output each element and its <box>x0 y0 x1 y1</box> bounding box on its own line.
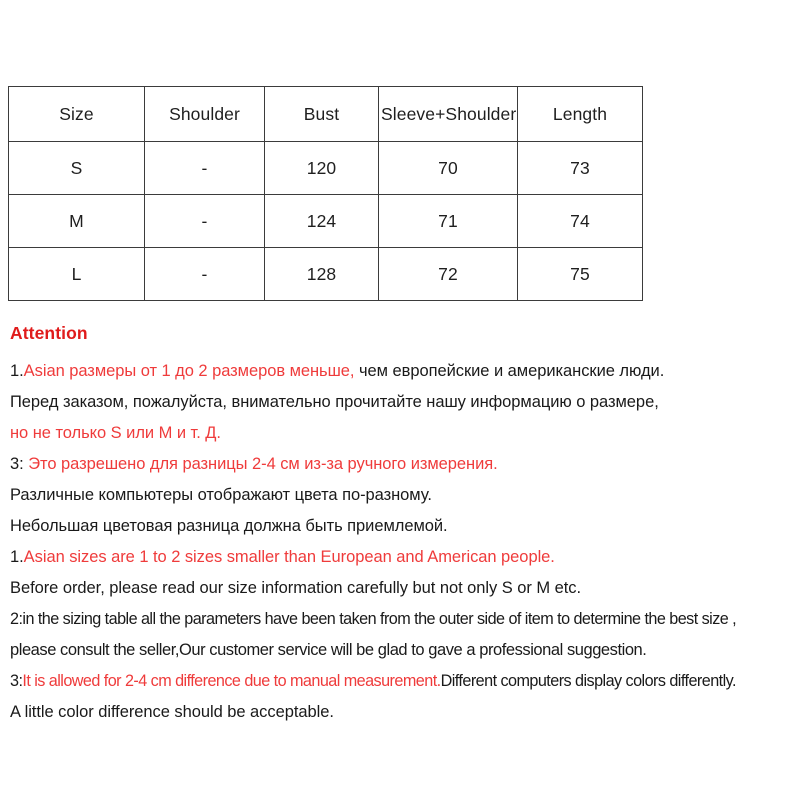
attention-note-ru-5 <box>10 480 796 511</box>
attention-note-ru-1 <box>10 356 796 387</box>
column-header-sleeve-shoulder: Sleeve+Shoulder <box>379 87 518 142</box>
note-segment-red: но не только S или М и т. Д. <box>10 424 221 442</box>
column-header-shoulder: Shoulder <box>145 87 265 142</box>
note-segment-red: Это разрешено для разницы 2-4 см из-за ручного измерения. <box>28 455 498 473</box>
cell-shoulder: - <box>145 248 265 301</box>
note-segment-black: Перед заказом, пожалуйста, внимательно прочитайте нашу информацию о размере, <box>10 393 659 411</box>
cell-size: S <box>9 142 145 195</box>
cell-bust: 120 <box>265 142 379 195</box>
note-segment-black: Before order, please read our size information carefully but not only S or M etc. <box>10 579 581 597</box>
attention-note-ru-2 <box>10 387 796 418</box>
note-segment-black: 2:in the sizing table all the parameters have been taken from the outer side of item to determine the best size , <box>10 610 737 628</box>
size-table-container <box>8 86 642 301</box>
cell-size: M <box>9 195 145 248</box>
note-segment-red: Asian sizes are 1 to 2 sizes smaller than European and American people. <box>23 548 555 566</box>
column-header-size: Size <box>9 87 145 142</box>
cell-size: L <box>9 248 145 301</box>
table-header-row <box>9 87 643 142</box>
attention-note-en-3 <box>10 604 796 635</box>
note-segment-black: чем европейские и американские люди. <box>354 362 665 380</box>
note-segment-black: Различные компьютеры отображают цвета по-разному. <box>10 486 432 504</box>
size-table <box>8 86 643 301</box>
attention-note-en-5 <box>10 666 796 697</box>
attention-note-en-6 <box>10 697 796 728</box>
cell-bust: 128 <box>265 248 379 301</box>
cell-sleeve-shoulder: 71 <box>379 195 518 248</box>
attention-notes-list <box>10 356 796 728</box>
attention-note-en-1 <box>10 542 796 573</box>
note-segment-black: 1. <box>10 548 24 566</box>
note-segment-red: It is allowed for 2-4 cm difference due to manual measurement. <box>22 672 441 690</box>
attention-note-ru-6 <box>10 511 796 542</box>
table-row <box>9 248 643 301</box>
attention-note-en-4 <box>10 635 796 666</box>
cell-bust: 124 <box>265 195 379 248</box>
note-segment-black: Небольшая цветовая разница должна быть приемлемой. <box>10 517 448 535</box>
attention-note-ru-4 <box>10 449 796 480</box>
size-table-body <box>9 142 643 301</box>
table-row <box>9 142 643 195</box>
cell-shoulder: - <box>145 195 265 248</box>
table-row <box>9 195 643 248</box>
cell-sleeve-shoulder: 72 <box>379 248 518 301</box>
note-segment-black: A little color difference should be acceptable. <box>10 703 334 721</box>
column-header-length: Length <box>518 87 643 142</box>
attention-note-ru-3 <box>10 418 796 449</box>
note-segment-black: 3: <box>10 455 29 473</box>
note-segment-black: Different computers display colors differently. <box>440 672 736 690</box>
cell-length: 73 <box>518 142 643 195</box>
attention-note-en-2 <box>10 573 796 604</box>
cell-shoulder: - <box>145 142 265 195</box>
column-header-bust: Bust <box>265 87 379 142</box>
note-segment-black: 3: <box>10 672 23 690</box>
attention-title: Attention <box>10 323 88 343</box>
note-segment-red: Asian размеры от 1 до 2 размеров меньше, <box>23 362 355 380</box>
attention-block <box>10 322 796 728</box>
cell-sleeve-shoulder: 70 <box>379 142 518 195</box>
note-segment-black: 1. <box>10 362 24 380</box>
cell-length: 74 <box>518 195 643 248</box>
note-segment-black: please consult the seller,Our customer service will be glad to gave a professional suggestion. <box>10 641 647 659</box>
cell-length: 75 <box>518 248 643 301</box>
size-table-header <box>9 87 643 142</box>
